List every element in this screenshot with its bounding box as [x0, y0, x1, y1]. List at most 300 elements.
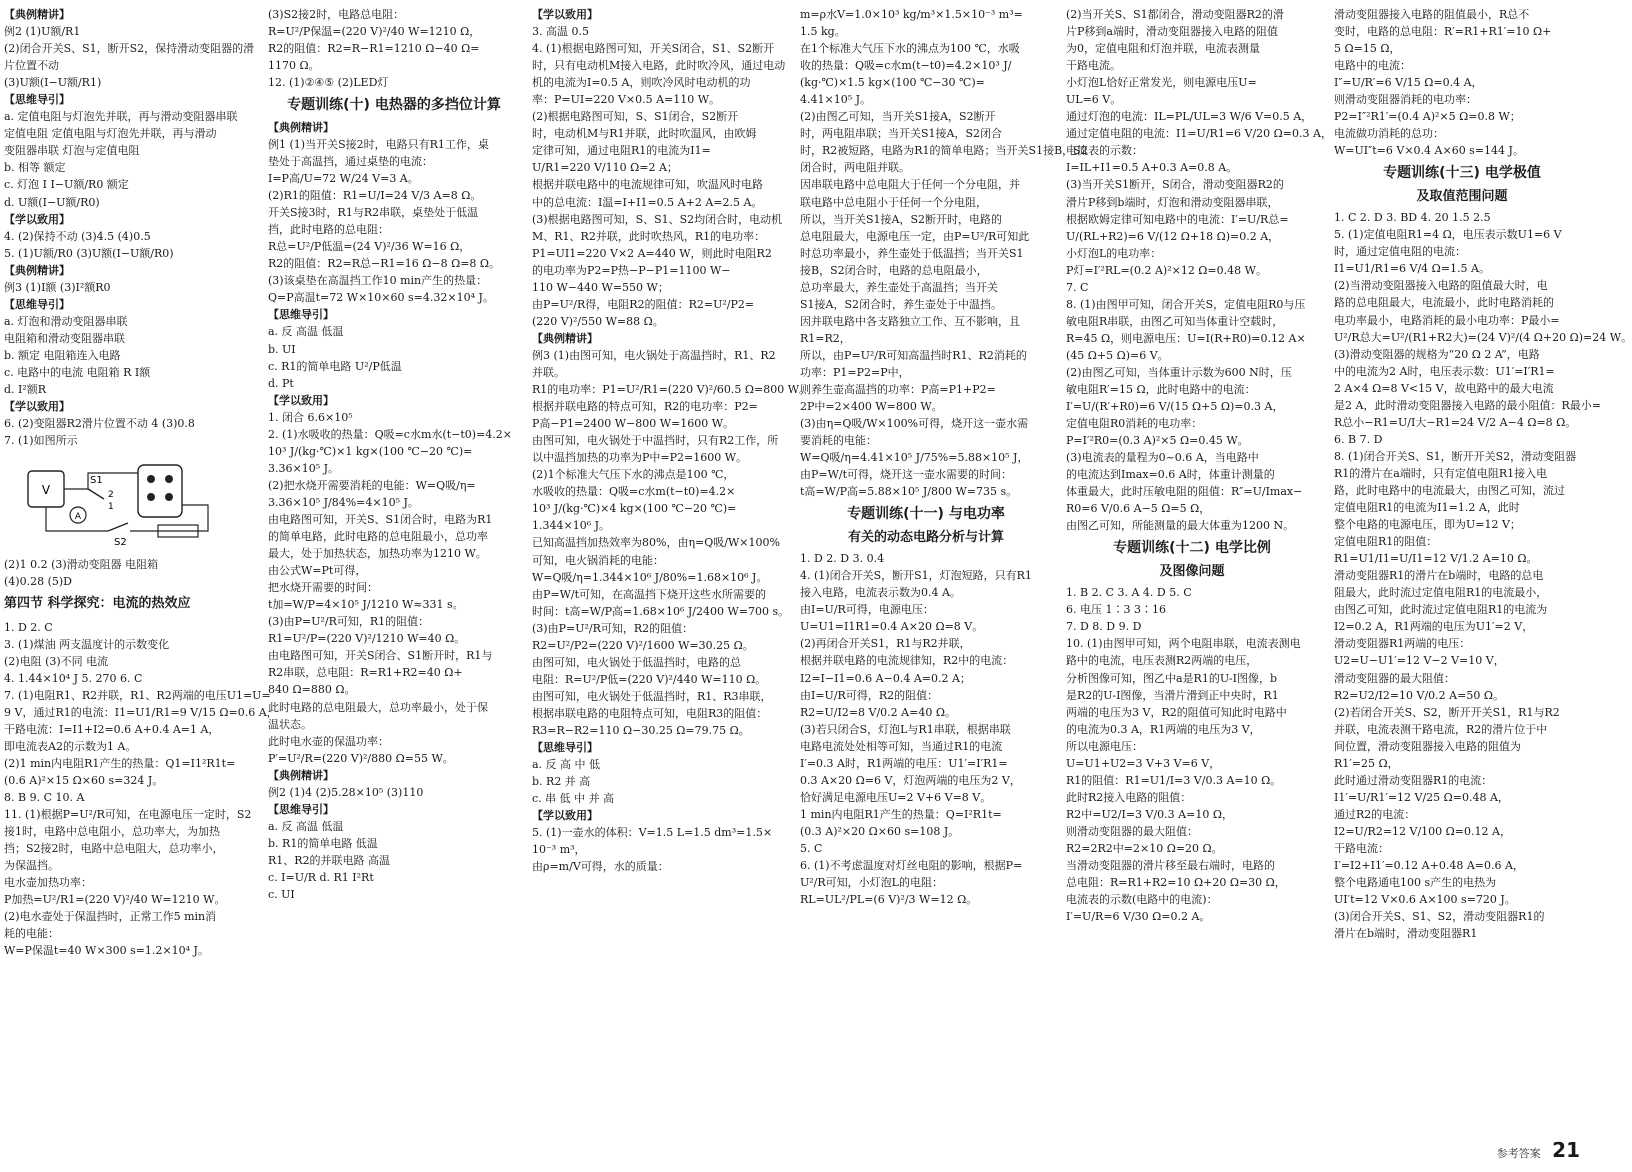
answer-line: I2=U/R2=12 V/100 Ω=0.12 A， [1334, 824, 1511, 838]
answer-line: R2串联，总电阻：R=R1+R2=40 Ω+ [268, 666, 463, 680]
answer-line: a. 反 高温 低温 [268, 819, 344, 833]
answer-line: 由图可知，电火锅处于中温挡时，只有R2工作，所 [532, 434, 779, 448]
answer-line: R2=U²/P2=(220 V)²/1600 W=30.25 Ω。 [532, 638, 754, 652]
answer-line: d. I²额R [4, 383, 47, 397]
answer-line: U=U1+U2=3 V+3 V=6 V， [1066, 756, 1221, 770]
topic-subtitle: 及取值范围问题 [1416, 189, 1508, 205]
answer-line: I′=U/R=6 V/30 Ω=0.2 A。 [1066, 910, 1211, 924]
contact-1-label: 1 [108, 502, 114, 513]
answer-line: P′=U²/R=(220 V)²/880 Ω=55 W。 [268, 751, 454, 765]
answer-line: 电流表的示数(电路中的电流)： [1066, 893, 1218, 907]
answer-line: 的电功率为P2=P热−P−P1=1100 W− [532, 263, 731, 277]
answer-line: R=45 Ω，则电源电压：U=I(R+R0)=0.12 A× [1066, 331, 1306, 345]
answer-line: 接B，S2闭合时，电路的总电阻最小， [800, 263, 988, 277]
answer-line: I1′=U/R1′=12 V/25 Ω=0.48 A， [1334, 790, 1509, 804]
answer-line: S1接A，S2闭合时，养生壶处于中温挡。 [800, 297, 1003, 311]
section-tag: 【典例精讲】 [532, 331, 598, 345]
answer-line: (0.6 A)²×15 Ω×60 s=324 J。 [4, 773, 164, 787]
answer-line: 变时，电路的总电阻：R′=R1+R1′=10 Ω+ [1334, 25, 1552, 39]
topic-subtitle: 有关的动态电路分析与计算 [847, 530, 1004, 546]
answer-line: W=UI″t=6 V×0.4 A×60 s=144 J。 [1334, 144, 1524, 158]
answer-line: 由I=U/R可得，R2的阻值： [800, 688, 939, 702]
answer-line: R1′=25 Ω， [1334, 756, 1399, 770]
answer-line: (2)由图乙可知，当开关S1接A，S2断开 [800, 110, 996, 124]
answer-line: 的电流达到Imax=0.6 A时，体重计测量的 [1066, 468, 1275, 482]
answer-line: 5. (1)U额/R0 (3)U额(I−U额/R0) [4, 246, 174, 260]
answer-line: R2的阻值：R2=R总−R1=16 Ω−8 Ω=8 Ω。 [268, 257, 501, 271]
answer-line: 为0，定值电阻和灯泡并联，电流表测量 [1066, 42, 1260, 56]
answer-line: 两端的电压为3 V，R2的阻值可知此时电路中 [1066, 705, 1287, 719]
section-tag: 【思维导引】 [532, 741, 598, 755]
section-tag: 【思维导引】 [268, 308, 334, 322]
answer-line: R1=U1/I1=U/I1=12 V/1.2 A=10 Ω。 [1334, 552, 1538, 566]
answer-line: (3)滑动变阻器的规格为“20 Ω 2 A”，电路 [1334, 347, 1540, 361]
page-number: 21 [1552, 1138, 1580, 1162]
answer-line: 滑片P移到b端时，灯泡和滑动变阻器串联， [1066, 195, 1279, 209]
answer-line: W=Q吸/η=1.344×10⁶ J/80%=1.68×10⁶ J。 [532, 570, 768, 584]
answer-line: 9 V，通过R1的电流：I1=U1/R1=9 V/15 Ω=0.6 A， [4, 705, 278, 719]
resistance-box-shape [138, 465, 182, 517]
answer-line: 定值电阻R0消耗的电功率： [1066, 417, 1203, 431]
answer-line: 1170 Ω。 [268, 59, 320, 73]
answer-line: c. R1的简单电路 U²/P低温 [268, 359, 402, 373]
answer-line: 时，通过定值电阻的电流： [1334, 245, 1466, 259]
answer-line: I2=I−I1=0.6 A−0.4 A=0.2 A； [800, 671, 971, 685]
answer-line: b. 额定 电阻箱连入电路 [4, 348, 121, 362]
answer-line: b. UI [268, 342, 296, 356]
answer-line: 12. (1)②④⑤ (2)LED灯 [268, 76, 389, 90]
answer-line: 把水烧开需要的时间： [268, 581, 378, 595]
answer-line: 例3 (1)由图可知，电火锅处于高温挡时，R1、R2 [532, 348, 776, 362]
answer-line: 以中温挡加热的功率为P中=P2=1600 W。 [532, 451, 748, 465]
answer-line: R1的电功率：P1=U²/R1=(220 V)²/60.5 Ω=800 W。 [532, 383, 811, 397]
answer-line: 此时R2接入电路的阻值： [1066, 790, 1192, 804]
answer-line: 的简单电路，此时电路的总电阻最小，总功率 [268, 530, 488, 544]
answer-line: P高−P1=2400 W−800 W=1600 W。 [532, 417, 735, 431]
answer-line: U/R1=220 V/110 Ω=2 A； [532, 161, 678, 175]
answer-line: 根据串联电路的电阻特点可知，电阻R3的阻值： [532, 706, 768, 720]
answer-line: 由图乙可知，此时流过定值电阻R1的电流为 [1334, 603, 1548, 617]
answer-line: U²/R可知，小灯泡L的电阻： [800, 876, 943, 890]
topic-title: 专题训练(十一) 与电功率 [847, 506, 1005, 523]
answer-line: 滑动变阻器R1的滑片在b端时，电路的总电 [1334, 569, 1544, 583]
answer-line: (2)R1的阻值：R1=U/I=24 V/3 A=8 Ω。 [268, 189, 482, 203]
answer-line: c. 串 低 中 并 高 [532, 792, 615, 806]
answer-line: 滑动变阻器的最大阻值： [1334, 671, 1455, 685]
answer-line: 由P=W/t可知，在高温挡下烧开这些水所需要的 [532, 587, 767, 601]
answer-line: 1. 闭合 6.6×10⁵ [268, 410, 353, 424]
answer-line: 4. (1)根据电路图可知，开关S闭合，S1、S2断开 [532, 42, 775, 56]
answer-line: (3)电流表的量程为0~0.6 A，当电路中 [1066, 451, 1259, 465]
answer-line: 110 W−440 W=550 W； [532, 280, 669, 294]
answer-line: 电阻：R=U²/P低=(220 V)²/440 W=110 Ω。 [532, 672, 767, 686]
page-footer [1497, 1135, 1580, 1166]
answer-line: 干路电流。 [1066, 59, 1121, 73]
answer-line: 电阻箱和滑动变阻器串联 [4, 331, 125, 345]
answer-line: R2中=U2/I=3 V/0.3 A=10 Ω， [1066, 807, 1233, 821]
answer-line: 电流做功消耗的总功： [1334, 127, 1444, 141]
answer-line: I′=I2+I1′=0.12 A+0.48 A=0.6 A， [1334, 859, 1524, 873]
answer-line: R2=2R2中=2×10 Ω=20 Ω。 [1066, 841, 1223, 855]
answer-line: R1的滑片在a端时，只有定值电阻R1接入电 [1334, 466, 1548, 480]
answer-line: 0.3 A×20 Ω=6 V，灯泡两端的电压为2 V， [800, 773, 1021, 787]
section-tag: 【典例精讲】 [4, 263, 70, 277]
answer-line: 4. (1)闭合开关S，断开S1，灯泡短路，只有R1 [800, 569, 1032, 583]
answer-line: (2)根据电路图可知，S、S1闭合，S2断开 [532, 110, 739, 124]
answer-line: 此时通过滑动变阻器R1的电流： [1334, 773, 1493, 787]
answer-line: 根据并联电路的特点可知，R2的电功率：P2= [532, 400, 758, 414]
answer-line: 最大，处于加热状态，加热功率为1210 W。 [268, 547, 487, 561]
answer-line: 当滑动变阻器的滑片移至最右端时，电路的 [1066, 859, 1275, 873]
answer-line: 则滑动变阻器消耗的电功率： [1334, 93, 1477, 107]
column-5 [1066, 6, 1332, 1156]
answer-line: 2 A×4 Ω=8 V<15 V，故电路中的最大电流 [1334, 381, 1554, 395]
answer-line: 片位置不动 [4, 59, 59, 73]
answer-line: d. Pt [268, 376, 294, 390]
answer-line: 7. (1)如图所示 [4, 434, 78, 448]
answer-line: 是2 A，此时滑动变阻器接入电路的最小阻值：R最小= [1334, 398, 1601, 412]
answer-line: 可知，电火锅消耗的电能： [532, 553, 664, 567]
answer-line: R总=U²/P低温=(24 V)²/36 W=16 Ω， [268, 240, 471, 254]
answer-line: c. 灯泡 I I−U额/R0 额定 [4, 178, 129, 192]
answer-line: R2=U/I2=8 V/0.2 A=40 Ω。 [800, 705, 956, 719]
footer-label: 参考答案 [1496, 1147, 1541, 1160]
answer-line: 时总功率最小，养生壶处于低温挡；当开关S1 [800, 246, 1024, 260]
section-tag: 【典例精讲】 [268, 768, 334, 782]
answer-line: 干路电流： [1334, 841, 1389, 855]
answer-line: (3)若只闭合S，灯泡L与R1串联，根据串联 [800, 722, 1011, 736]
answer-line: 10⁻³ m³， [532, 843, 586, 857]
answer-line: (3)由η=Q吸/W×100%可得，烧开这一壶水需 [800, 417, 1029, 431]
column-1 [4, 6, 278, 1156]
answer-line: 滑动变阻器接入电路的阻值最小，R总不 [1334, 8, 1530, 21]
section-tag: 【思维导引】 [4, 297, 70, 311]
section-tag: 【学以致用】 [532, 8, 598, 21]
answer-line: 1 min内电阻R1产生的热量：Q=I²R1t= [800, 807, 1002, 821]
answer-line: 由电路图可知，开关S、S1闭合时，电路为R1 [268, 513, 493, 526]
section-tag: 【典例精讲】 [4, 8, 70, 21]
knob-3 [147, 493, 155, 501]
topic-title: 专题训练(十) 电热器的多挡位计算 [287, 97, 501, 114]
answer-line: 率：P=UI=220 V×0.5 A=110 W。 [532, 93, 721, 107]
wire-3 [130, 505, 208, 531]
topic-subtitle: 及图像问题 [1159, 564, 1225, 580]
answer-line: R=U²/P保温=(220 V)²/40 W=1210 Ω， [268, 25, 481, 39]
answer-line: 3. (1)煤油 两支温度计的示数变化 [4, 637, 170, 651]
answer-line: 5. C [800, 841, 823, 855]
topic-title: 专题训练(十三) 电学极值 [1383, 165, 1541, 182]
answer-line: 所以，当开关S1接A，S2断开时，电路的 [800, 212, 1003, 226]
answer-line: 敏电阻R串联，由图乙可知当体重计空载时， [1066, 314, 1284, 328]
answer-line: 3. 高温 0.5 [532, 25, 589, 39]
answer-line: 体重最大，此时压敏电阻的阻值：R″=U/Imax− [1066, 485, 1303, 499]
knob-2 [165, 475, 173, 483]
answer-line: 由图可知，电火锅处于低温挡时，R1、R3串联， [532, 689, 772, 703]
answer-line: 通过灯泡的电流：IL=PL/UL=3 W/6 V=0.5 A， [1066, 110, 1313, 124]
answer-line: 时间：t高=W/P高=1.68×10⁶ J/2400 W=700 s。 [532, 604, 790, 618]
answer-line: 在1个标准大气压下水的沸点为100 ℃，水吸 [800, 42, 1020, 56]
answer-line: 1. B 2. C 3. A 4. D 5. C [1066, 586, 1192, 600]
s1-label: S1 [90, 475, 103, 487]
answer-line: 3.36×10⁵ J/84%=4×10⁵ J。 [268, 495, 419, 509]
answer-line: R2=U2/I2=10 V/0.2 A=50 Ω。 [1334, 688, 1504, 702]
answer-line: 1.344×10⁶ J。 [532, 519, 611, 533]
answer-line: 通过定值电阻的电流：I1=U/R1=6 V/20 Ω=0.3 A， [1066, 127, 1332, 141]
answer-line: 所以，由P=U²/R可知高温挡时R1、R2消耗的 [800, 348, 1027, 362]
section-tag: 【思维导引】 [268, 802, 334, 816]
answer-line: 干路电流：I=I1+I2=0.6 A+0.4 A=1 A， [4, 722, 220, 736]
answer-line: 中的总电流：I温=I+I1=0.5 A+2 A=2.5 A。 [532, 195, 763, 209]
answer-line: (2)由图乙可知，当体重计示数为600 N时，压 [1066, 365, 1292, 379]
answer-line: t加=W/P=4×10⁵ J/1210 W≈331 s。 [268, 598, 464, 612]
answer-line: 由P=W/t可得，烧开这一壶水需要的时间： [800, 468, 1013, 482]
answer-line: I′=0.3 A时，R1两端的电压：U1′=I′R1= [800, 756, 1008, 770]
circuit-diagram [4, 449, 256, 556]
answer-line: 5. (1)定值电阻R1=4 Ω，电压表示数U1=6 V [1334, 228, 1562, 242]
answer-line: 则养生壶高温挡的功率：P高=P1+P2= [800, 383, 996, 397]
answer-line: U²/R总大=U²/(R1+R2大)=(24 V)²/(4 Ω+20 Ω)=24 W。 [1334, 330, 1632, 344]
answer-line: 即电流表A2的示数为1 A。 [4, 739, 137, 753]
answer-line: 10³ J/(kg·℃)×1 kg×(100 ℃−20 ℃)= [268, 444, 473, 458]
answer-line: (2)若闭合开关S、S2，断开开关S1，R1与R2 [1334, 705, 1560, 719]
answer-line: (2)再闭合开关S1，R1与R2并联， [800, 637, 971, 651]
answer-line: 敏电阻R′=15 Ω，此时电路中的电流： [1066, 383, 1256, 397]
answer-line: 的电流为0.3 A，R1两端的电压为3 V， [1066, 722, 1261, 736]
s2-label: S2 [114, 537, 127, 549]
answer-line: I2=0.2 A，R1两端的电压为U1′=2 V， [1334, 620, 1534, 634]
answer-line: 要消耗的电能： [800, 434, 877, 448]
answer-line: UL=6 V。 [1066, 93, 1122, 107]
section-tag: 【学以致用】 [4, 400, 70, 414]
ammeter-label: A [74, 512, 82, 523]
answer-line: b. 相等 额定 [4, 161, 66, 175]
section-tag: 【学以致用】 [4, 212, 70, 226]
answer-line: W=P保温t=40 W×300 s=1.2×10⁴ J。 [4, 944, 209, 958]
answer-line: 整个电路通电100 s产生的电热为 [1334, 876, 1497, 890]
answer-line: I=P高/U=72 W/24 V=3 A。 [268, 172, 419, 186]
answer-line: 例2 (1)4 (2)5.28×10⁵ (3)110 [268, 785, 424, 799]
section-tag: 【学以致用】 [532, 809, 598, 823]
answer-line: 根据并联电路的电流规律知，R2中的电流： [800, 654, 1014, 668]
answer-line: 7. D 8. D 9. D [1066, 620, 1142, 634]
answer-line: Q=P高温t=72 W×10×60 s=4.32×10⁴ J。 [268, 291, 494, 305]
answer-line: R3=R−R2=110 Ω−30.25 Ω=79.75 Ω。 [532, 723, 750, 737]
answer-line: 则滑动变阻器的最大阻值： [1066, 824, 1198, 838]
answer-line: 8. (1)闭合开关S、S1，断开开关S2，滑动变阻器 [1334, 449, 1577, 463]
answer-line: 所以电源电压： [1066, 739, 1143, 753]
answer-line: 总功率最大，养生壶处于高温挡；当开关 [800, 280, 998, 294]
answer-line: 7. (1)电阻R1、R2并联，R1、R2两端的电压U1=U= [4, 688, 271, 702]
answer-line: R2的阻值：R2=R−R1=1210 Ω−40 Ω= [268, 42, 480, 56]
answer-line: 11. (1)根据P=U²/R可知，在电源电压一定时，S2 [4, 808, 252, 822]
answer-line: 由电路图可知，开关S闭合、S1断开时，R1与 [268, 649, 493, 663]
answer-line: c. I=U/R d. R1 I²Rt [268, 870, 374, 884]
answer-line: 因并联电路中各支路独立工作、互不影响，且 [800, 314, 1020, 328]
knob-4 [165, 493, 173, 501]
answer-line: 总电阻最大，电源电压一定，由P=U²/R可知此 [800, 229, 1030, 243]
answer-line: 840 Ω=880 Ω。 [268, 683, 356, 697]
answer-line: UI′t=12 V×0.6 A×100 s=720 J。 [1334, 893, 1516, 907]
contact-2-label: 2 [108, 490, 114, 501]
answer-line: 根据并联电路中的电流规律可知，吹温风时电路 [532, 178, 763, 192]
answer-line: 此时电水壶的保温功率： [268, 734, 389, 748]
section-heading: 第四节 科学探究：电流的热效应 [4, 596, 191, 612]
answer-line: 10³ J/(kg·℃)×4 kg×(100 ℃−20 ℃)= [532, 502, 737, 516]
answer-line: U2=U−U1′=12 V−2 V=10 V， [1334, 654, 1505, 668]
answer-line: 4.41×10⁵ J。 [800, 93, 872, 107]
answer-line: 路的总电阻最大，电流最小，此时电路消耗的 [1334, 296, 1554, 310]
answer-line: 挡；S2接2时，电路中总电阻大，总功率小， [4, 842, 224, 856]
answer-line: 定律可知，通过电阻R1的电流为I1= [532, 144, 711, 158]
answer-line: 时，只有电动机M接入电路，此时吹冷风，通过电动 [532, 59, 786, 73]
answer-line: P灯=I′²RL=(0.2 A)²×12 Ω=0.48 W。 [1066, 263, 1267, 277]
answer-line: 电路中的电流： [1334, 59, 1411, 73]
answer-line: 定值电阻R1的阻值： [1334, 535, 1438, 549]
answer-line: (2)1个标准大气压下水的沸点是100 ℃， [532, 468, 735, 482]
answer-line: 2P中=2×400 W=800 W。 [800, 400, 943, 414]
answer-line: I′=U/(R′+R0)=6 V/(15 Ω+5 Ω)=0.3 A， [1066, 400, 1284, 414]
answer-line: 是R2的U-I图像，当滑片滑到正中央时，R1 [1066, 688, 1279, 702]
answer-line: 总电阻：R=R1+R2=10 Ω+20 Ω=30 Ω， [1066, 876, 1286, 890]
answer-line: 1. C 2. D 3. BD 4. 20 1.5 2.5 [1334, 211, 1491, 225]
answer-line: (2)闭合开关S、S1，断开S2，保持滑动变阻器的滑 [4, 42, 255, 56]
answer-line: (2)当滑动变阻器接入电路的阻值最大时，电 [1334, 279, 1548, 293]
column-6 [1334, 6, 1632, 1156]
answer-line: 7. C [1066, 280, 1089, 294]
answer-line: P加热=U²/R1=(220 V)²/40 W=1210 W。 [4, 893, 226, 907]
answer-line: I=IL+I1=0.5 A+0.3 A=0.8 A。 [1066, 161, 1238, 175]
answer-line: 路中的电流，电压表测R2两端的电压， [1066, 654, 1258, 668]
knob-1 [147, 475, 155, 483]
answer-line: (2)把水烧开需要消耗的电能：W=Q吸/η= [268, 478, 476, 492]
answer-line: W=Q吸/η=4.41×10⁵ J/75%=5.88×10⁵ J， [800, 451, 1029, 465]
answer-line: 路，此时电路中的电流最大，由图乙可知，流过 [1334, 484, 1565, 497]
answer-line: 由ρ=m/V可得，水的质量： [532, 860, 669, 874]
answer-line: 根据欧姆定律可知电路中的电流：I′=U/R总= [1066, 212, 1289, 226]
answer-line: 电路电流处处相等可知，当通过R1的电流 [800, 739, 1003, 753]
answer-line: m=ρ水V=1.0×10³ kg/m³×1.5×10⁻³ m³= [800, 8, 1023, 21]
answer-line: 4. (2)保持不动 (3)4.5 (4)0.5 [4, 229, 151, 243]
answer-line: 闭合时，两电阻并联。 [800, 161, 910, 175]
answer-line: 由公式W=Pt可得， [268, 564, 367, 578]
answer-line: 滑动变阻器R1两端的电压： [1334, 637, 1471, 651]
answer-line: 例1 (1)当开关S接2时，电路只有R1工作，桌 [268, 137, 489, 151]
answer-line: 接1时，电路中总电阻小，总功率大，为加热 [4, 825, 220, 839]
answer-line: (3)由P=U²/R可知，R2的阻值： [532, 621, 694, 635]
answer-line: 5. (1)一壶水的体积：V=1.5 L=1.5 dm³=1.5× [532, 826, 773, 840]
answer-line: (45 Ω+5 Ω)=6 V。 [1066, 348, 1169, 362]
answer-line: (3)闭合开关S、S1、S2，滑动变阻器R1的 [1334, 910, 1545, 924]
answer-line: 由I=U/R可得，电源电压： [800, 603, 934, 617]
answer-line: I″=U/R′=6 V/15 Ω=0.4 A， [1334, 76, 1483, 90]
answer-line: 1.5 kg。 [800, 25, 846, 39]
answer-line: 6. 电压 1∶3 3∶16 [1066, 603, 1166, 617]
answer-line: (3)由P=U²/R可知，R1的阻值： [268, 615, 430, 629]
answer-line: 例3 (1)I额 (3)I²额R0 [4, 280, 111, 294]
answer-line: 6. (1)不考虑温度对灯丝电阻的影响，根据P= [800, 859, 1023, 873]
answer-line: (2)电水壶处于保温挡时，正常工作5 min消 [4, 910, 217, 924]
answer-line: 开关S接3时，R1与R2串联，桌垫处于低温 [268, 206, 479, 220]
answer-line: 3.36×10⁵ J。 [268, 461, 340, 475]
column-3 [532, 6, 811, 1156]
answer-line: 2. (1)水吸收的热量：Q吸=c水m水(t−t0)=4.2× [268, 427, 512, 441]
answer-line: 并联，电流表测干路电流，R2的滑片位于中 [1334, 722, 1548, 736]
answer-line: 1. D 2. D 3. 0.4 [800, 552, 885, 566]
answer-line: U/(RL+R2)=6 V/(12 Ω+18 Ω)=0.2 A， [1066, 229, 1280, 243]
answer-line: 时，两电阻串联；当开关S1接A，S2闭合 [800, 127, 1003, 141]
answer-line: 变阻器串联 灯泡与定值电阻 [4, 144, 140, 158]
answer-line: 电水壶加热功率： [4, 876, 92, 890]
answer-line: 阻最大，此时流过定值电阻R1的电流最小， [1334, 586, 1548, 600]
answer-line: 为保温挡。 [4, 859, 59, 873]
answer-line: t高=W/P高=5.88×10⁵ J/800 W=735 s。 [800, 485, 1018, 499]
answer-line: 8. (1)由图甲可知，闭合开关S，定值电阻R0与压 [1066, 297, 1306, 311]
answer-line: 片P移到a端时，滑动变阻器接入电路的阻值 [1066, 25, 1278, 39]
answer-line: b. R1的简单电路 低温 [268, 836, 378, 850]
answer-line: 定值电阻 定值电阻与灯泡先并联，再与滑动 [4, 127, 217, 141]
answer-line: (2)当开关S、S1都闭合，滑动变阻器R2的滑 [1066, 8, 1284, 21]
section-tag: 【学以致用】 [268, 393, 334, 407]
answer-line: (2)1 0.2 (3)滑动变阻器 电阻箱 [4, 558, 159, 572]
topic-title: 专题训练(十二) 电学比例 [1113, 540, 1271, 557]
answer-line: (0.3 A)²×20 Ω×60 s=108 J。 [800, 824, 960, 838]
answer-line: 收的热量：Q吸=c水m(t−t0)=4.2×10³ J/ [800, 59, 1012, 73]
answer-line: R1=U²/P=(220 V)²/1210 W=40 Ω。 [268, 632, 466, 646]
answer-line: R1的阻值：R1=U1/I=3 V/0.3 A=10 Ω。 [1066, 773, 1282, 787]
answer-line: 垫处于高温挡，通过桌垫的电流： [268, 155, 433, 169]
answer-line: a. 定值电阻与灯泡先并联，再与滑动变阻器串联 [4, 110, 238, 124]
answer-line: 电功率最小，电路消耗的最小电功率：P最小= [1334, 313, 1560, 327]
answer-line: 由图可知，电火锅处于低温挡时，电路的总 [532, 655, 741, 669]
answer-line: R1=R2， [800, 331, 851, 345]
answer-line: 定值电阻R1的电流为I1=1.2 A，此时 [1334, 501, 1520, 515]
answer-line: P2=I″²R1′=(0.4 A)²×5 Ω=0.8 W； [1334, 110, 1521, 124]
answer-line: R1、R2的并联电路 高温 [268, 853, 391, 867]
answer-line: R总小−R1=U/I大−R1=24 V/2 A−4 Ω=8 Ω。 [1334, 415, 1577, 429]
answer-line: 6. B 7. D [1334, 432, 1383, 446]
answer-line: 已知高温挡加热效率为80%，由η=Q吸/W×100% [532, 536, 780, 550]
answer-line: 1. D 2. C [4, 620, 53, 634]
answer-line: 通过R2的电流： [1334, 807, 1416, 821]
answer-line: P1=UI1=220 V×2 A=440 W，则此时电阻R2 [532, 246, 772, 260]
answer-line: 电流表的示数： [1066, 144, 1143, 158]
answer-line: M、R1、R2并联，此时吹热风，R1的电功率： [532, 229, 766, 243]
answer-line: 5 Ω=15 Ω， [1334, 42, 1401, 56]
answer-line: (3)根据电路图可知，S、S1、S2均闭合时，电动机 [532, 212, 783, 226]
answer-line: 4. 1.44×10⁴ J 5. 270 6. C [4, 671, 143, 685]
answer-line: RL=UL²/PL=(6 V)²/3 W=12 Ω。 [800, 893, 978, 907]
answer-line: 时，电动机M与R1并联，此时吹温风，由欧姆 [532, 127, 757, 141]
answer-line: 恰好满足电源电压U=2 V+6 V=8 V。 [800, 790, 992, 804]
answer-line: 由P=U²/R得，电阻R2的阻值：R2=U²/P2= [532, 297, 755, 311]
answer-line: a. 灯泡和滑动变阻器串联 [4, 314, 128, 328]
answer-line: (220 V)²/550 W=88 Ω。 [532, 314, 664, 328]
answer-line: 6. (2)变阻器R2滑片位置不动 4 (3)0.8 [4, 417, 195, 431]
answer-line: d. U额(I−U额/R0) [4, 195, 100, 209]
circuit-svg [18, 453, 218, 549]
answer-line: (2)电阻 (3)不同 电流 [4, 654, 109, 668]
answer-line: 8. B 9. C 10. A [4, 790, 85, 804]
answer-line: 联电路中总电阻小于任何一个分电阻， [800, 195, 987, 209]
answer-line: 此时电路的总电阻最大，总功率最小，处于保 [268, 700, 488, 714]
voltmeter-label: V [41, 483, 51, 498]
answer-line: 水吸收的热量：Q吸=c水m(t−t0)=4.2× [532, 485, 736, 499]
section-tag: 【思维导引】 [4, 93, 70, 107]
switch-s2 [108, 523, 128, 531]
answer-line: b. R2 并 高 [532, 775, 591, 789]
answer-line: (3)U额(I−U额/R1) [4, 76, 102, 90]
answer-line: a. 反 高温 低温 [268, 325, 344, 339]
